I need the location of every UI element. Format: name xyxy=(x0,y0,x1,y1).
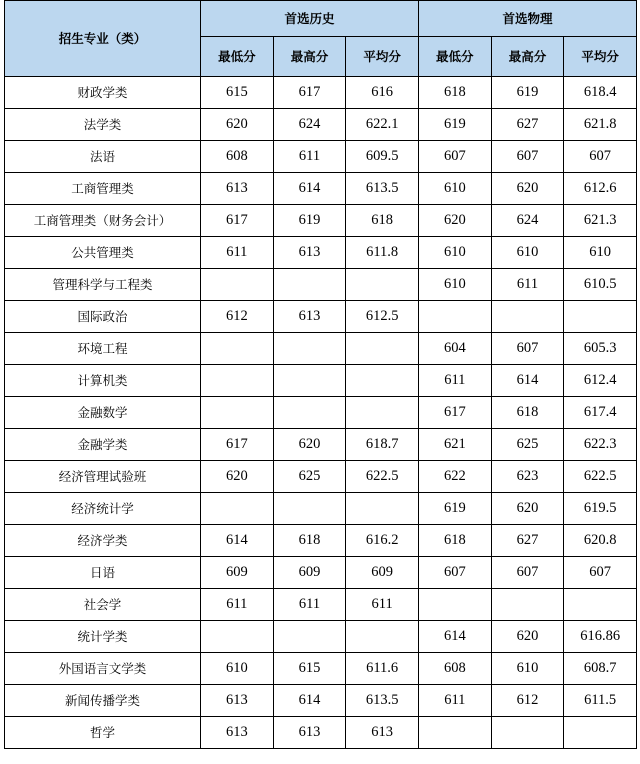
history-avg-cell xyxy=(346,269,419,301)
physics-max-cell xyxy=(491,301,564,333)
history-max-cell: 614 xyxy=(273,685,346,717)
history-max-cell xyxy=(273,493,346,525)
history-avg-cell: 622.1 xyxy=(346,109,419,141)
table-row xyxy=(5,653,637,685)
physics-max-header: 最高分 xyxy=(491,37,564,77)
history-avg-cell: 622.5 xyxy=(346,461,419,493)
physics-min-cell: 619 xyxy=(418,493,491,525)
table-row xyxy=(5,685,637,717)
physics-avg-cell: 607 xyxy=(564,141,637,173)
physics-min-cell: 611 xyxy=(418,685,491,717)
history-min-cell: 617 xyxy=(201,205,274,237)
table-row xyxy=(5,269,637,301)
physics-min-cell: 611 xyxy=(418,365,491,397)
history-max-cell: 611 xyxy=(273,141,346,173)
physics-avg-cell: 605.3 xyxy=(564,333,637,365)
major-name-cell: 外国语言文学类 xyxy=(5,653,201,685)
major-name-cell: 统计学类 xyxy=(5,621,201,653)
physics-avg-cell: 607 xyxy=(564,557,637,589)
table-row xyxy=(5,173,637,205)
table-row xyxy=(5,493,637,525)
table-row xyxy=(5,461,637,493)
physics-min-cell: 608 xyxy=(418,653,491,685)
physics-max-cell: 620 xyxy=(491,621,564,653)
table-row xyxy=(5,621,637,653)
history-max-cell: 613 xyxy=(273,301,346,333)
physics-avg-cell xyxy=(564,717,637,749)
group-header-physics: 首选物理 xyxy=(418,1,636,37)
major-name-cell: 金融学类 xyxy=(5,429,201,461)
major-column-header: 招生专业（类） xyxy=(5,1,201,77)
physics-max-cell: 614 xyxy=(491,365,564,397)
table-row xyxy=(5,557,637,589)
history-avg-cell xyxy=(346,333,419,365)
major-name-cell: 法学类 xyxy=(5,109,201,141)
history-min-cell xyxy=(201,365,274,397)
history-avg-cell xyxy=(346,397,419,429)
major-name-cell: 国际政治 xyxy=(5,301,201,333)
table-row xyxy=(5,429,637,461)
physics-max-cell: 624 xyxy=(491,205,564,237)
history-min-cell: 620 xyxy=(201,109,274,141)
physics-max-cell xyxy=(491,717,564,749)
physics-min-cell: 618 xyxy=(418,77,491,109)
history-avg-cell xyxy=(346,621,419,653)
physics-max-cell xyxy=(491,589,564,621)
physics-max-cell: 627 xyxy=(491,109,564,141)
history-max-cell: 618 xyxy=(273,525,346,557)
physics-avg-cell: 621.8 xyxy=(564,109,637,141)
history-avg-cell: 618 xyxy=(346,205,419,237)
history-avg-cell xyxy=(346,493,419,525)
physics-avg-cell: 611.5 xyxy=(564,685,637,717)
major-name-cell: 公共管理类 xyxy=(5,237,201,269)
physics-avg-cell: 617.4 xyxy=(564,397,637,429)
physics-max-cell: 610 xyxy=(491,653,564,685)
major-name-cell: 哲学 xyxy=(5,717,201,749)
table-header xyxy=(5,1,637,77)
history-max-cell: 625 xyxy=(273,461,346,493)
history-min-cell: 609 xyxy=(201,557,274,589)
physics-min-cell: 607 xyxy=(418,141,491,173)
group-header-history: 首选历史 xyxy=(201,1,419,37)
history-max-cell: 611 xyxy=(273,589,346,621)
history-min-cell xyxy=(201,269,274,301)
history-max-cell: 613 xyxy=(273,717,346,749)
history-min-cell xyxy=(201,333,274,365)
physics-min-cell: 607 xyxy=(418,557,491,589)
history-min-cell: 613 xyxy=(201,173,274,205)
table-row xyxy=(5,717,637,749)
history-avg-cell: 612.5 xyxy=(346,301,419,333)
history-min-cell xyxy=(201,397,274,429)
major-name-cell: 工商管理类（财务会计） xyxy=(5,205,201,237)
physics-avg-cell: 608.7 xyxy=(564,653,637,685)
physics-min-cell xyxy=(418,589,491,621)
history-min-cell: 613 xyxy=(201,685,274,717)
physics-avg-cell: 620.8 xyxy=(564,525,637,557)
physics-min-cell: 604 xyxy=(418,333,491,365)
table-row xyxy=(5,301,637,333)
physics-max-cell: 625 xyxy=(491,429,564,461)
history-avg-cell: 611.6 xyxy=(346,653,419,685)
history-max-cell xyxy=(273,269,346,301)
history-max-cell: 617 xyxy=(273,77,346,109)
major-name-cell: 工商管理类 xyxy=(5,173,201,205)
history-min-header: 最低分 xyxy=(201,37,274,77)
history-max-cell xyxy=(273,333,346,365)
physics-avg-cell: 622.3 xyxy=(564,429,637,461)
header-row-groups xyxy=(5,1,637,37)
physics-max-cell: 618 xyxy=(491,397,564,429)
physics-avg-cell: 619.5 xyxy=(564,493,637,525)
table-row xyxy=(5,525,637,557)
physics-avg-cell xyxy=(564,589,637,621)
history-avg-cell: 609 xyxy=(346,557,419,589)
history-min-cell: 617 xyxy=(201,429,274,461)
major-name-cell: 环境工程 xyxy=(5,333,201,365)
history-avg-cell: 616.2 xyxy=(346,525,419,557)
history-min-cell: 608 xyxy=(201,141,274,173)
physics-max-cell: 607 xyxy=(491,333,564,365)
table-row xyxy=(5,589,637,621)
history-min-cell: 611 xyxy=(201,589,274,621)
history-avg-cell: 611.8 xyxy=(346,237,419,269)
physics-max-cell: 627 xyxy=(491,525,564,557)
history-max-cell: 619 xyxy=(273,205,346,237)
major-name-cell: 法语 xyxy=(5,141,201,173)
physics-avg-cell: 612.6 xyxy=(564,173,637,205)
history-min-cell: 615 xyxy=(201,77,274,109)
table-row xyxy=(5,141,637,173)
physics-min-cell: 619 xyxy=(418,109,491,141)
history-min-cell: 613 xyxy=(201,717,274,749)
major-name-cell: 新闻传播学类 xyxy=(5,685,201,717)
physics-min-cell: 614 xyxy=(418,621,491,653)
history-max-header: 最高分 xyxy=(273,37,346,77)
major-name-cell: 金融数学 xyxy=(5,397,201,429)
major-name-cell: 管理科学与工程类 xyxy=(5,269,201,301)
physics-min-cell: 620 xyxy=(418,205,491,237)
history-min-cell: 620 xyxy=(201,461,274,493)
physics-max-cell: 610 xyxy=(491,237,564,269)
physics-avg-cell: 610 xyxy=(564,237,637,269)
history-max-cell xyxy=(273,365,346,397)
physics-min-cell: 610 xyxy=(418,269,491,301)
table-row xyxy=(5,237,637,269)
physics-min-cell xyxy=(418,301,491,333)
major-name-cell: 日语 xyxy=(5,557,201,589)
history-min-cell xyxy=(201,493,274,525)
physics-avg-cell xyxy=(564,301,637,333)
history-avg-cell: 618.7 xyxy=(346,429,419,461)
table-body xyxy=(5,77,637,749)
table-row xyxy=(5,109,637,141)
physics-max-cell: 619 xyxy=(491,77,564,109)
history-max-cell: 609 xyxy=(273,557,346,589)
table-row xyxy=(5,333,637,365)
physics-max-cell: 611 xyxy=(491,269,564,301)
physics-min-header: 最低分 xyxy=(418,37,491,77)
physics-min-cell: 622 xyxy=(418,461,491,493)
physics-min-cell xyxy=(418,717,491,749)
history-max-cell: 615 xyxy=(273,653,346,685)
major-name-cell: 经济管理试验班 xyxy=(5,461,201,493)
major-name-cell: 经济学类 xyxy=(5,525,201,557)
table-row xyxy=(5,77,637,109)
physics-avg-cell: 610.5 xyxy=(564,269,637,301)
physics-avg-cell: 621.3 xyxy=(564,205,637,237)
physics-min-cell: 621 xyxy=(418,429,491,461)
history-avg-cell: 613 xyxy=(346,717,419,749)
physics-max-cell: 620 xyxy=(491,493,564,525)
physics-max-cell: 607 xyxy=(491,557,564,589)
major-name-cell: 财政学类 xyxy=(5,77,201,109)
history-avg-cell: 613.5 xyxy=(346,173,419,205)
history-max-cell: 614 xyxy=(273,173,346,205)
history-avg-cell: 616 xyxy=(346,77,419,109)
table-row xyxy=(5,205,637,237)
major-name-cell: 计算机类 xyxy=(5,365,201,397)
history-min-cell: 612 xyxy=(201,301,274,333)
history-max-cell xyxy=(273,397,346,429)
physics-min-cell: 618 xyxy=(418,525,491,557)
history-min-cell xyxy=(201,621,274,653)
physics-avg-cell: 616.86 xyxy=(564,621,637,653)
physics-max-cell: 612 xyxy=(491,685,564,717)
major-name-cell: 社会学 xyxy=(5,589,201,621)
admission-scores-table xyxy=(4,0,637,749)
physics-avg-cell: 612.4 xyxy=(564,365,637,397)
history-avg-cell xyxy=(346,365,419,397)
history-min-cell: 614 xyxy=(201,525,274,557)
physics-avg-header: 平均分 xyxy=(564,37,637,77)
history-min-cell: 610 xyxy=(201,653,274,685)
history-min-cell: 611 xyxy=(201,237,274,269)
physics-avg-cell: 622.5 xyxy=(564,461,637,493)
history-avg-cell: 611 xyxy=(346,589,419,621)
history-max-cell: 624 xyxy=(273,109,346,141)
table-row xyxy=(5,397,637,429)
history-max-cell: 620 xyxy=(273,429,346,461)
physics-min-cell: 610 xyxy=(418,173,491,205)
physics-max-cell: 607 xyxy=(491,141,564,173)
history-avg-cell: 613.5 xyxy=(346,685,419,717)
history-max-cell xyxy=(273,621,346,653)
physics-min-cell: 610 xyxy=(418,237,491,269)
table-row xyxy=(5,365,637,397)
history-avg-header: 平均分 xyxy=(346,37,419,77)
physics-max-cell: 620 xyxy=(491,173,564,205)
history-max-cell: 613 xyxy=(273,237,346,269)
physics-max-cell: 623 xyxy=(491,461,564,493)
history-avg-cell: 609.5 xyxy=(346,141,419,173)
physics-min-cell: 617 xyxy=(418,397,491,429)
physics-avg-cell: 618.4 xyxy=(564,77,637,109)
major-name-cell: 经济统计学 xyxy=(5,493,201,525)
